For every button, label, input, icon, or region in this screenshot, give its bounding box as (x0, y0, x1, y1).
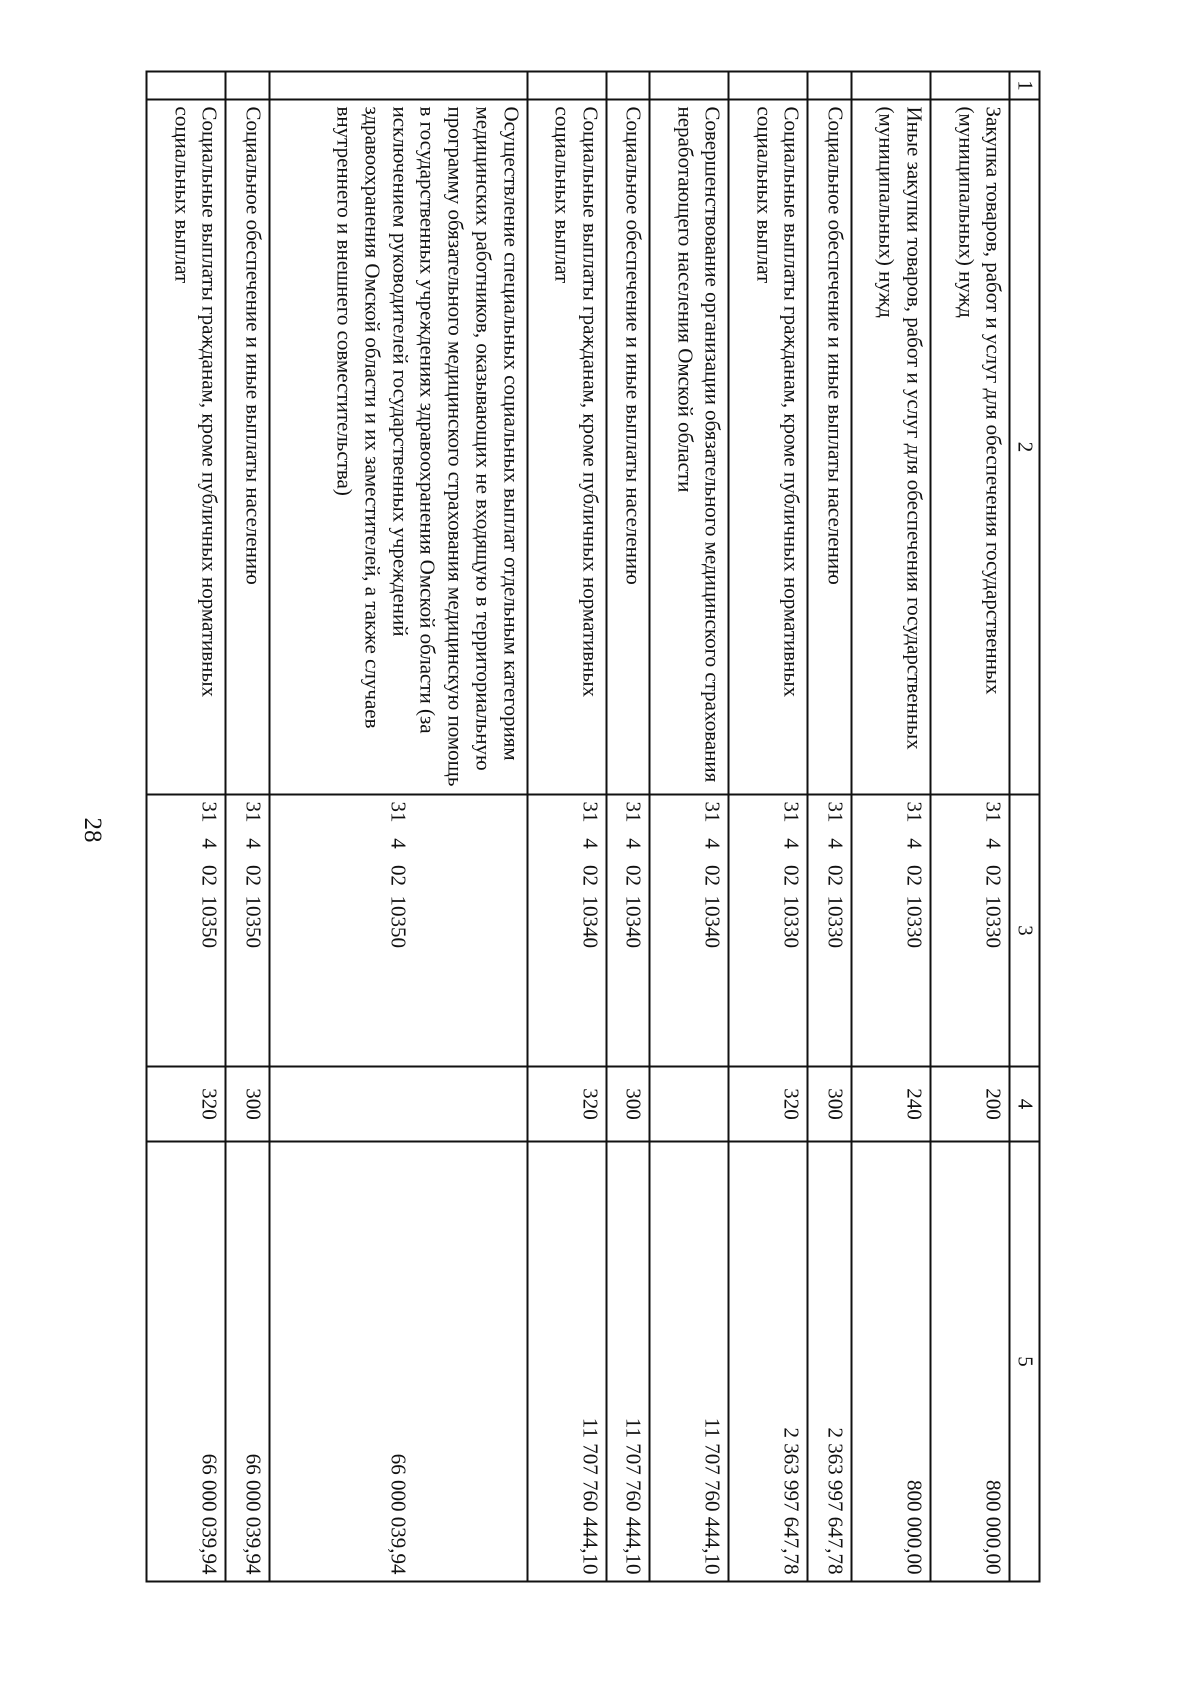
row-code (527, 794, 606, 1066)
code-segment: 4 (578, 837, 603, 849)
table-row (931, 71, 1010, 1581)
code-segment: 31 (902, 801, 927, 822)
code-segment: 02 (779, 864, 804, 886)
header-row (1010, 71, 1040, 1581)
code-segment: 10340 (578, 895, 603, 948)
column-header: 2 (1010, 99, 1040, 794)
column-header: 1 (1010, 71, 1040, 99)
row-amount: 66 000 039,94 (226, 1141, 269, 1581)
row-expense-group: 300 (606, 1066, 649, 1141)
code-segment: 4 (386, 837, 411, 849)
row-expense-group: 300 (226, 1066, 269, 1141)
code-segment: 31 (981, 801, 1006, 822)
row-number-cell (851, 71, 930, 99)
code-segment: 10340 (700, 895, 725, 948)
table-row (527, 71, 606, 1581)
code-segment: 02 (197, 864, 222, 886)
row-amount: 800 000,00 (851, 1141, 930, 1581)
row-description: Иные закупки товаров, работ и услуг для обеспечения государственных (муниципальных) нужд (851, 99, 930, 794)
row-amount: 66 000 039,94 (269, 1141, 527, 1581)
row-code (226, 794, 269, 1066)
code-segment: 02 (241, 864, 266, 886)
row-number-cell (729, 71, 808, 99)
row-description: Социальные выплаты гражданам, кроме публичных нормативных социальных выплат (147, 99, 226, 794)
row-expense-group: 200 (931, 1066, 1010, 1141)
row-code (147, 794, 226, 1066)
row-code (729, 794, 808, 1066)
code-segment: 31 (700, 801, 725, 822)
code-segment: 31 (621, 801, 646, 822)
row-description: Социальное обеспечение и иные выплаты населению (606, 99, 649, 794)
row-description: Осуществление специальных социальных выплат отдельным категориям медицинских работников, оказывающих не входящую в территориальную программу обязательного медицинского страхования медицинскую помощь в государственных учреждениях здравоохранения Омской области (за исключением руководителей государственных учреждений здравоохранения Омской области и их заместителей, а также случаев внутреннего и внешнего совместительства) (269, 99, 527, 794)
code-segment: 31 (386, 801, 411, 822)
code-segment: 4 (823, 837, 848, 849)
code-segment: 4 (981, 837, 1006, 849)
row-number-cell (931, 71, 1010, 99)
row-amount: 11 707 760 444,10 (650, 1141, 729, 1581)
code-segment: 02 (621, 864, 646, 886)
code-segment: 10330 (981, 895, 1006, 948)
row-description: Социальные выплаты гражданам, кроме публичных нормативных социальных выплат (527, 99, 606, 794)
code-segment: 31 (823, 801, 848, 822)
row-code (606, 794, 649, 1066)
row-code (851, 794, 930, 1066)
row-description: Социальное обеспечение и иные выплаты населению (808, 99, 851, 794)
row-code (808, 794, 851, 1066)
row-expense-group (269, 1066, 527, 1141)
row-expense-group (650, 1066, 729, 1141)
row-amount: 66 000 039,94 (147, 1141, 226, 1581)
row-code (269, 794, 527, 1066)
table-row (226, 71, 269, 1581)
table-row (729, 71, 808, 1581)
row-code (931, 794, 1010, 1066)
code-segment: 10340 (621, 895, 646, 948)
code-segment: 4 (621, 837, 646, 849)
column-header: 5 (1010, 1141, 1040, 1581)
table-row (808, 71, 851, 1581)
row-description: Социальное обеспечение и иные выплаты населению (226, 99, 269, 794)
code-segment: 10330 (779, 895, 804, 948)
code-segment: 10350 (197, 895, 222, 948)
row-expense-group: 320 (147, 1066, 226, 1141)
table-row (269, 71, 527, 1581)
table-row (851, 71, 930, 1581)
row-number-cell (226, 71, 269, 99)
row-number-cell (527, 71, 606, 99)
page-number: 28 (79, 817, 106, 843)
row-amount: 800 000,00 (931, 1141, 1010, 1581)
row-description: Закупка товаров, работ и услуг для обеспечения государственных (муниципальных) нужд (931, 99, 1010, 794)
row-number-cell (606, 71, 649, 99)
code-segment: 31 (779, 801, 804, 822)
code-segment: 02 (700, 864, 725, 886)
row-expense-group: 240 (851, 1066, 930, 1141)
column-header: 4 (1010, 1066, 1040, 1141)
budget-table-rotated (146, 70, 1041, 1580)
row-description: Совершенствование организации обязательного медицинского страхования неработающего населения Омской области (650, 99, 729, 794)
code-segment: 02 (578, 864, 603, 886)
table-row (650, 71, 729, 1581)
budget-table (146, 70, 1041, 1582)
code-segment: 02 (981, 864, 1006, 886)
code-segment: 10350 (386, 895, 411, 948)
code-segment: 10330 (823, 895, 848, 948)
row-amount: 11 707 760 444,10 (527, 1141, 606, 1581)
code-segment: 4 (902, 837, 927, 849)
row-description: Социальные выплаты гражданам, кроме публичных нормативных социальных выплат (729, 99, 808, 794)
row-expense-group: 320 (729, 1066, 808, 1141)
code-segment: 4 (197, 837, 222, 849)
code-segment: 02 (902, 864, 927, 886)
code-segment: 02 (386, 864, 411, 886)
code-segment: 10330 (902, 895, 927, 948)
row-amount: 2 363 997 647,78 (729, 1141, 808, 1581)
row-number-cell (650, 71, 729, 99)
row-expense-group: 320 (527, 1066, 606, 1141)
table-row (606, 71, 649, 1581)
row-number-cell (147, 71, 226, 99)
row-code (650, 794, 729, 1066)
code-segment: 31 (197, 801, 222, 822)
code-segment: 4 (700, 837, 725, 849)
code-segment: 4 (779, 837, 804, 849)
table-row (147, 71, 226, 1581)
column-header: 3 (1010, 794, 1040, 1066)
table-body (147, 71, 1040, 1581)
row-expense-group: 300 (808, 1066, 851, 1141)
row-number-cell (269, 71, 527, 99)
code-segment: 10350 (241, 895, 266, 948)
code-segment: 31 (241, 801, 266, 822)
code-segment: 02 (823, 864, 848, 886)
row-number-cell (808, 71, 851, 99)
code-segment: 4 (241, 837, 266, 849)
code-segment: 31 (578, 801, 603, 822)
row-amount: 11 707 760 444,10 (606, 1141, 649, 1581)
row-amount: 2 363 997 647,78 (808, 1141, 851, 1581)
